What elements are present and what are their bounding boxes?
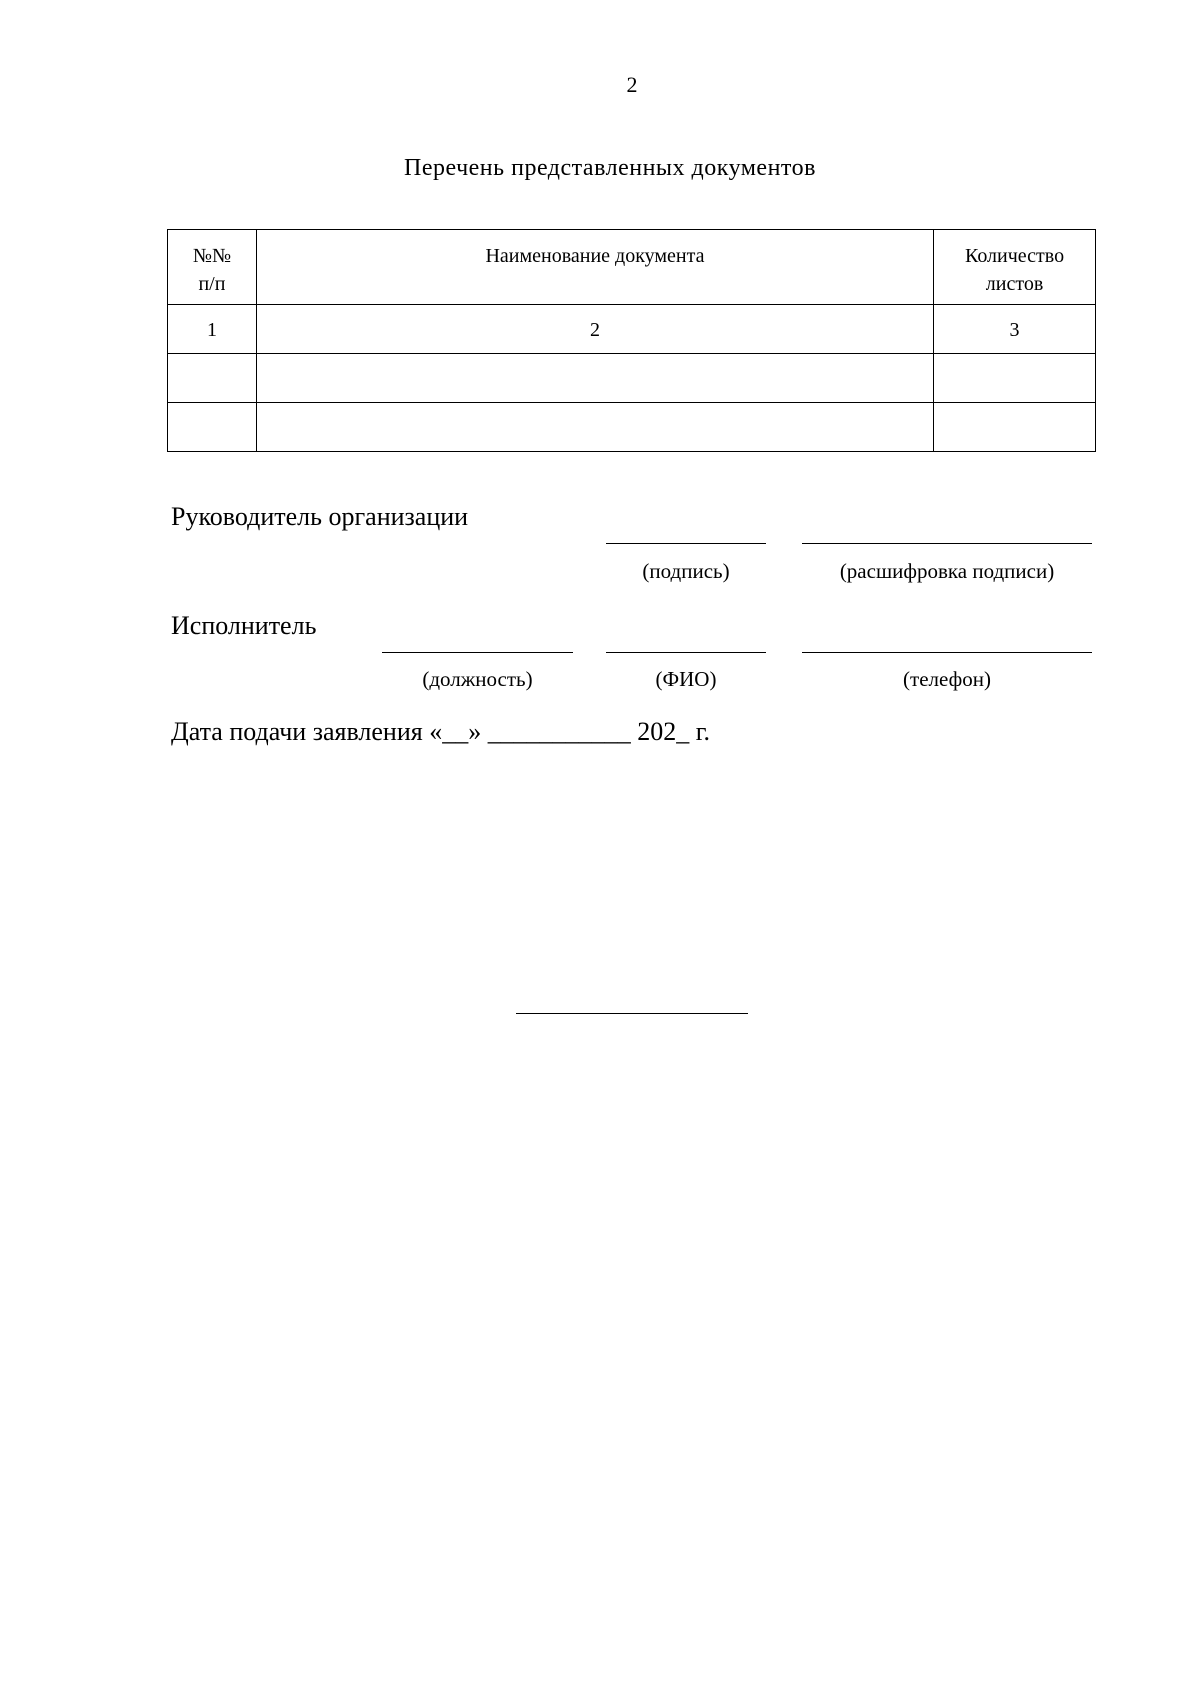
table-cell[interactable] xyxy=(168,403,257,452)
header-sheet-count xyxy=(934,230,1096,305)
position-caption: (должность) xyxy=(422,667,533,691)
table-cell: 2 xyxy=(256,305,933,354)
table-cell: 3 xyxy=(934,305,1096,354)
table-row xyxy=(168,354,1096,403)
table-header-row xyxy=(168,230,1096,305)
table-cell[interactable] xyxy=(256,354,933,403)
position-line[interactable] xyxy=(382,652,573,653)
submission-date-line[interactable]: Дата подачи заявления «__» ___________ 202_ г. xyxy=(171,717,710,746)
table-row xyxy=(168,403,1096,452)
header-number-line1: №№ xyxy=(192,245,232,267)
header-sheet-count-line1: Количество xyxy=(964,245,1065,267)
header-document-name-line1: Наименование документа xyxy=(485,245,705,267)
table-numbering-row xyxy=(168,305,1096,354)
executor-label: Исполнитель xyxy=(171,611,317,640)
signature-decoding-caption: (расшифровка подписи) xyxy=(839,559,1055,583)
table-cell[interactable] xyxy=(934,403,1096,452)
page-number: 2 xyxy=(626,72,638,97)
header-sheet-count-line2: листов xyxy=(985,273,1044,295)
table-cell[interactable] xyxy=(168,354,257,403)
signature-line[interactable] xyxy=(606,543,766,544)
table-cell: 1 xyxy=(168,305,257,354)
signature-decoding-line[interactable] xyxy=(802,543,1092,544)
signature-caption: (подпись) xyxy=(642,559,730,583)
head-of-org-label: Руководитель организации xyxy=(171,502,469,531)
phone-caption: (телефон) xyxy=(903,667,991,691)
closing-separator-line xyxy=(516,1013,748,1014)
table-cell[interactable] xyxy=(934,354,1096,403)
header-document-name xyxy=(256,230,933,305)
documents-table xyxy=(167,229,1096,452)
table-cell[interactable] xyxy=(256,403,933,452)
header-number xyxy=(168,230,257,305)
header-number-line2: п/п xyxy=(198,273,226,295)
page-title: Перечень представленных документов xyxy=(404,155,816,181)
phone-line[interactable] xyxy=(802,652,1092,653)
full-name-line[interactable] xyxy=(606,652,766,653)
full-name-caption: (ФИО) xyxy=(655,667,717,691)
